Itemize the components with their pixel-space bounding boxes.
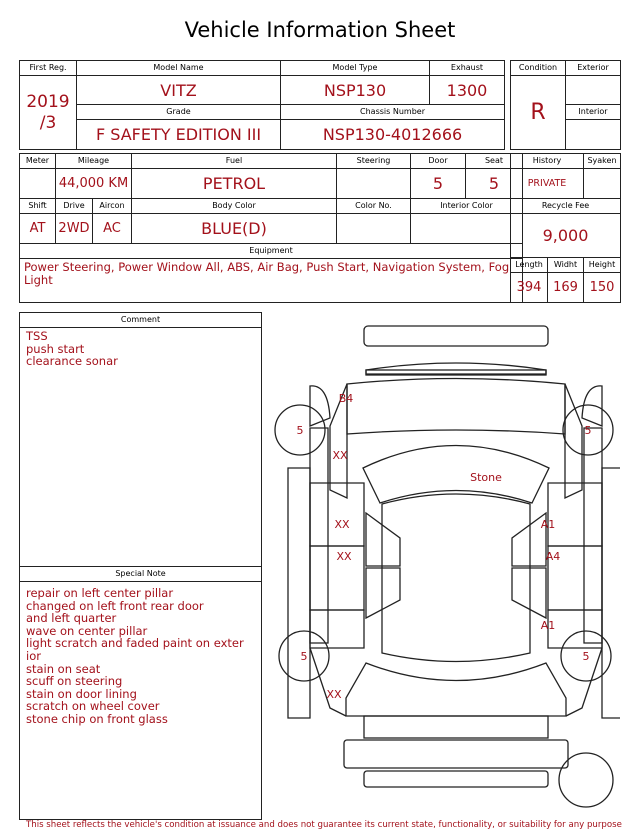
syaken-value [584,169,621,199]
first-reg-month: /3 [39,112,57,133]
sheet-title: Vehicle Information Sheet [184,18,456,42]
drive-aircon-value-cell [56,214,132,244]
mark-xx-left-door-front: XX [334,518,350,531]
aircon-value: AC [103,221,121,236]
special-note-label: Special Note [20,566,261,582]
footer-disclaimer: This sheet reflects the vehicle's condition at issuance and does not guarantee its current state, functionality, or suitability for any purpose [26,820,622,830]
mark-a1-right-front: A1 [540,518,556,531]
fuel-value: PETROL [132,169,337,199]
interior-color-label: Interior Color [411,199,523,214]
tire-rr-mark: 5 [582,650,590,663]
meter-value [20,169,56,199]
mark-xx-left-door-rear: XX [336,550,352,563]
special-note-text: repair on left center pillar changed on left front rear door and left quarter wave on center pillar light scratch and faded paint on exter ior stain on seat scuff on steering stain on door lining scratch on wheel cover stone chip on front glass [26,586,244,726]
grade-label: Grade [77,105,281,120]
recycle-fee-value: 9,000 [511,214,621,258]
condition-table [510,60,621,150]
door-value: 5 [411,169,466,199]
right-outer-panel [602,468,620,718]
model-name-label: Model Name [77,61,281,76]
roof [382,494,530,662]
equipment-value: Power Steering, Power Window All, ABS, Air Bag, Push Start, Navigation System, Fog Light [20,259,523,303]
exterior-value [566,76,621,105]
model-name-value: VITZ [77,76,281,105]
syaken-label: Syaken [584,154,621,169]
trunk [364,716,548,738]
drive-aircon-label-cell [56,199,132,214]
width-value: 169 [548,273,584,303]
first-reg-label: First Reg. [20,61,77,76]
right-front-door [548,483,602,546]
front-bumper [364,326,548,346]
tire-fr-mark: 5 [584,424,592,437]
model-type-label: Model Type [281,61,430,76]
height-value: 150 [584,273,621,303]
vehicle-info-table [19,60,505,150]
rear-bumper [344,740,568,768]
drive-value: 2WD [56,214,93,243]
comment-label: Comment [20,313,261,328]
history-label: History [511,154,584,169]
steering-value [337,169,411,199]
exterior-label: Exterior [566,61,621,76]
length-label: Length [511,258,548,273]
condition-label: Condition [511,61,566,76]
first-reg-value [20,76,77,150]
mark-a1-right-rear: A1 [540,619,556,632]
exhaust-label: Exhaust [430,61,505,76]
meter-label: Meter [20,154,56,169]
hood-edge [366,363,546,374]
comment-text: TSS push start clearance sonar [26,329,118,369]
mileage-label: Mileage [56,154,132,169]
right-quarter [548,610,602,648]
car-damage-diagram [270,318,620,818]
interior-label: Interior [566,105,621,120]
rear-step [364,771,548,787]
height-label: Height [584,258,621,273]
drive-label: Drive [56,199,93,213]
fuel-label: Fuel [132,154,337,169]
shift-value: AT [20,214,56,244]
equipment-label: Equipment [20,244,523,259]
first-reg-year: 2019 [26,91,70,112]
recycle-fee-label: Recycle Fee [511,199,621,214]
interior-color-value [411,214,523,244]
spec-table [19,153,523,303]
right-rear-glass [512,568,546,618]
left-rear-glass [366,568,400,618]
tire-fl-mark: 5 [296,424,304,437]
chassis-label: Chassis Number [281,105,505,120]
chassis-value: NSP130-4012666 [281,120,505,150]
left-front-glass [366,513,400,566]
rear-window [346,663,566,716]
mark-b4: B4 [338,392,354,405]
left-rear-fender [310,648,346,716]
spare-tire [559,753,613,807]
history-table [510,153,621,303]
door-label: Door [411,154,466,169]
grade-value: F SAFETY EDITION III [77,120,281,150]
left-side-sill [310,428,328,643]
aircon-label: Aircon [99,201,125,210]
color-no-value [337,214,411,244]
left-quarter [310,610,364,648]
mileage-value: 44,000 KM [56,169,132,199]
right-front-fender [565,384,582,498]
hood-panel [347,379,565,435]
seat-value: 5 [466,169,523,199]
left-front-door [310,483,364,546]
length-value: 394 [511,273,548,303]
seat-label: Seat [466,154,523,169]
body-color-value: BLUE(D) [132,214,337,244]
exhaust-value: 1300 [430,76,505,105]
mark-xx-rear-left: XX [326,688,342,701]
notes-panel [19,312,262,820]
color-no-label: Color No. [337,199,411,214]
mark-a4-right-door: A4 [545,550,561,563]
right-side-sill [584,428,602,643]
width-label: Widht [548,258,584,273]
model-type-value: NSP130 [281,76,430,105]
mark-xx-front-left: XX [332,449,348,462]
tire-rl-mark: 5 [300,650,308,663]
condition-value: R [511,76,566,150]
left-front-bumper-corner [310,386,330,426]
body-color-label: Body Color [132,199,337,214]
interior-value [566,120,621,150]
mark-stone: Stone [470,471,502,484]
shift-label: Shift [20,199,56,214]
history-value: PRIVATE [511,169,584,199]
steering-label: Steering [337,154,411,169]
